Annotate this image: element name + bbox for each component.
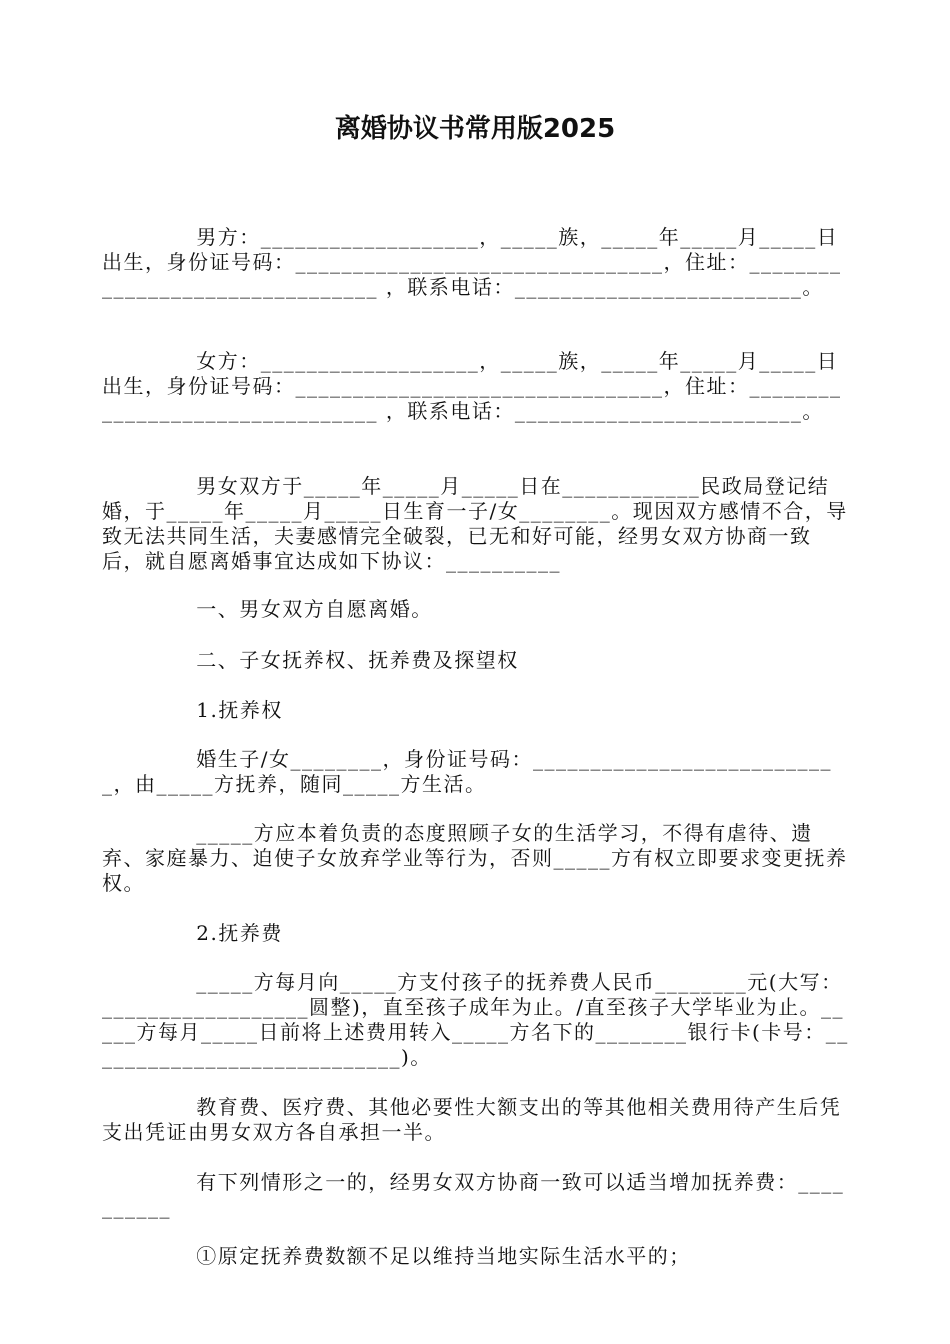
paragraph-text: _____方每月向_____方支付孩子的抚养费人民币________元(大写：__________________圆整)，直至孩子成年为止。/直至孩子大学毕业为止。_____方每月_____日前将上述费用转入_____方名下的________银行卡(卡号：____________________________)。: [102, 970, 849, 1069]
paragraph-text: 男方：___________________，_____族，_____年_____月_____日出生，身份证号码：________________________________，住址：________________________________ ，联系电话：_________________________。: [102, 225, 842, 299]
heading-text: 一、男女双方自愿离婚。: [133, 597, 433, 621]
heading-text: 1.抚养权: [133, 698, 283, 722]
paragraph-text: 女方：___________________，_____族，_____年_____月_____日出生，身份证号码：________________________________，住址：________________________________ ，联系电话：_________________________。: [102, 349, 842, 423]
paragraph-text: 男女双方于_____年_____月_____日在____________民政局登记结婚，于_____年_____月_____日生育一子/女________。现因双方感情不合，导致无法共同生活，夫妻感情完全破裂，已无和好可能，经男女双方协商一致后，就自愿离婚事宜达成如下协议：__________: [102, 474, 848, 573]
paragraph-text: 有下列情形之一的，经男女双方协商一致可以适当增加抚养费：__________: [102, 1170, 845, 1219]
paragraph-text: _____方应本着负责的态度照顾子女的生活学习，不得有虐待、遗弃、家庭暴力、迫使子女放弃学业等行为，否则_____方有权立即要求变更抚养权。: [102, 821, 848, 895]
paragraph-female-party: [102, 324, 852, 449]
heading-text: 二、子女抚养权、抚养费及探望权: [133, 648, 519, 672]
document-title: 离婚协议书常用版2025: [334, 114, 616, 144]
paragraph-text: 教育费、医疗费、其他必要性大额支出的等其他相关费用待产生后凭支出凭证由男女双方各自承担一半。: [102, 1095, 842, 1144]
heading-text: 2.抚养费: [133, 921, 283, 945]
list-item-condition-1: [102, 1219, 852, 1294]
list-item-text: ①原定抚养费数额不足以维持当地实际生活水平的；: [133, 1244, 691, 1268]
paragraph-text: 婚生子/女________，身份证号码：___________________________，由_____方抚养，随同_____方生活。: [102, 747, 833, 796]
paragraph-male-party: [102, 200, 852, 325]
